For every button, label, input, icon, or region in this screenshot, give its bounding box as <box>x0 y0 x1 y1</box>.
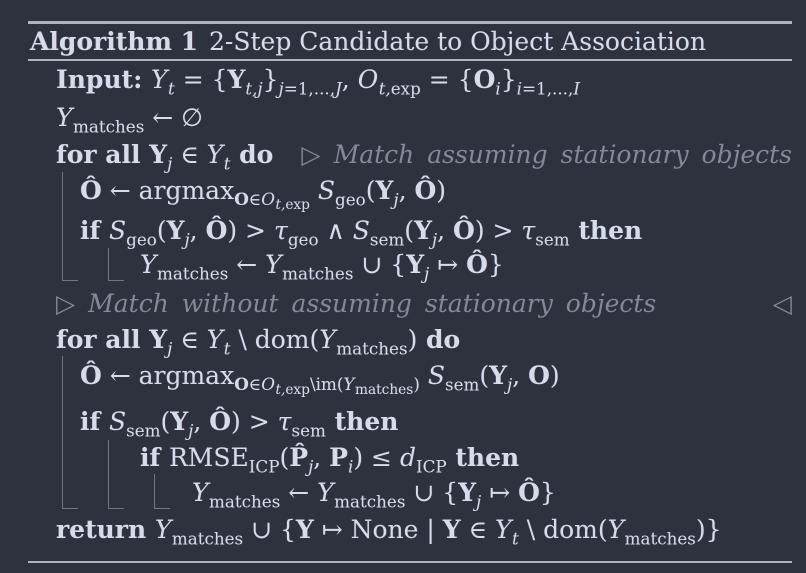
bold-symbol: Y <box>458 478 477 507</box>
math-var: t, <box>275 382 286 399</box>
bottom-rule <box>28 561 792 563</box>
indent-guide <box>108 248 124 281</box>
bold-symbol: Y <box>227 65 246 94</box>
math-text <box>310 176 318 205</box>
math-var: t,j <box>245 78 263 99</box>
math-var: J <box>335 78 342 99</box>
subscript <box>334 491 405 511</box>
math-var: j <box>184 229 190 250</box>
math-text: ( <box>479 361 490 390</box>
math-text: } <box>539 478 556 507</box>
math-text: ∧ <box>318 216 353 245</box>
math-text: geo <box>335 189 366 210</box>
math-text: =1,..., <box>283 78 336 99</box>
math-text: matches <box>73 116 145 137</box>
math-text: ( <box>365 176 376 205</box>
subscript <box>234 374 420 399</box>
subscript <box>245 78 262 98</box>
script-letter: Y <box>206 325 224 354</box>
math-var: t <box>223 338 231 359</box>
subscript <box>512 528 519 548</box>
math-text: ( <box>156 216 167 245</box>
line-content <box>56 66 580 99</box>
math-text: )} <box>695 515 722 544</box>
subscript <box>73 116 144 136</box>
bold-symbol: Y <box>414 216 432 245</box>
keyword: then <box>325 407 399 436</box>
math-text: exp <box>285 382 310 399</box>
math-text: = { <box>420 65 474 94</box>
comment-text: ▷ Match assuming stationary objects <box>301 140 792 169</box>
subscript <box>279 78 342 98</box>
keyword: then <box>446 443 520 472</box>
bold-symbol: Ô <box>518 478 540 507</box>
math-text: ICP <box>415 456 447 477</box>
bold-symbol: O <box>234 374 249 395</box>
math-var: t, <box>378 78 391 99</box>
math-text: \ dom( <box>518 515 608 544</box>
math-var: S <box>427 361 445 390</box>
math-text: ) > <box>474 216 522 245</box>
math-text: sem <box>369 229 405 250</box>
math-text: ∈ <box>172 325 207 354</box>
math-var: j <box>476 491 482 512</box>
math-text: , <box>341 65 358 94</box>
math-var: j <box>278 78 284 99</box>
bold-symbol: Y <box>295 515 314 544</box>
math-text: ↦ <box>481 478 519 507</box>
math-text: geo <box>287 229 319 250</box>
subscript <box>275 197 310 213</box>
math-text: sem <box>126 420 161 441</box>
bold-symbol: Ô <box>80 176 102 205</box>
algo-line-13 <box>56 516 792 549</box>
math-text: , <box>437 216 454 245</box>
math-var: S <box>108 407 127 436</box>
math-text: ) > <box>227 216 274 245</box>
line-content <box>192 479 556 512</box>
math-text: =1,..., <box>522 78 574 99</box>
math-text: ) <box>413 374 420 395</box>
algo-line-1 <box>56 66 792 99</box>
math-var: i <box>347 456 354 477</box>
math-text: ( <box>160 407 171 436</box>
subscript <box>249 456 280 476</box>
math-text: ↦ None | <box>313 515 443 544</box>
line-content <box>56 290 656 319</box>
script-letter: Y <box>265 250 283 279</box>
math-text: sem <box>535 229 570 250</box>
math-var: j <box>167 338 173 359</box>
line-content <box>80 408 398 441</box>
math-text: ← argmax <box>101 176 235 205</box>
bold-symbol: O <box>234 189 249 210</box>
math-var: i <box>516 78 522 99</box>
math-text: , <box>189 216 206 245</box>
line-comment-right <box>773 290 792 319</box>
algo-line-3 <box>56 141 792 174</box>
math-text: ) <box>549 361 560 390</box>
math-text: ∈ <box>172 140 207 169</box>
script-letter: Y <box>140 250 158 279</box>
bold-symbol: O <box>528 361 550 390</box>
bold-symbol: Ô <box>466 250 488 279</box>
math-var: i <box>495 78 501 99</box>
algo-line-4 <box>80 177 792 214</box>
subscript <box>275 382 310 398</box>
math-text: ICP <box>248 456 280 477</box>
math-text: ↦ <box>429 250 467 279</box>
bold-symbol: P <box>329 443 348 472</box>
subscript <box>355 382 413 398</box>
subscript <box>336 338 407 358</box>
algorithm-header <box>30 27 706 56</box>
math-text: } <box>487 250 504 279</box>
script-letter: Y <box>206 140 224 169</box>
math-var: S <box>352 216 370 245</box>
subscript <box>291 420 325 440</box>
bold-symbol: Ô <box>80 361 102 390</box>
math-text: ) ≤ <box>353 443 400 472</box>
math-text: ∈ <box>460 515 496 544</box>
subscript <box>445 374 479 394</box>
bold-symbol: Ô <box>209 407 232 436</box>
math-text: = { <box>174 65 228 94</box>
subscript <box>209 491 280 511</box>
math-text: matches <box>171 528 244 549</box>
math-text: matches <box>334 491 406 512</box>
subscript <box>234 189 310 214</box>
indent-guide <box>154 474 170 509</box>
script-letter: O <box>357 65 379 94</box>
line-content <box>80 217 642 250</box>
line-content <box>56 104 203 137</box>
bold-symbol: Ô <box>453 216 475 245</box>
math-text: ( <box>404 216 415 245</box>
math-text: ) <box>407 325 418 354</box>
bold-symbol: Ô <box>205 216 228 245</box>
top-rule <box>28 21 792 24</box>
keyword: return <box>56 515 155 544</box>
bold-symbol: Ô <box>414 176 437 205</box>
math-var: τ <box>521 216 536 245</box>
indent-guide <box>62 356 78 509</box>
subscript <box>517 78 580 98</box>
algo-line-2 <box>56 104 792 137</box>
math-var: S <box>317 176 336 205</box>
math-text: matches <box>157 263 229 284</box>
math-text: ← <box>280 478 318 507</box>
script-letter: Y <box>495 515 513 544</box>
indent-guide <box>62 172 78 281</box>
math-text: , <box>398 176 415 205</box>
math-text: ( <box>279 443 290 472</box>
math-text: matches <box>354 382 414 399</box>
subscript <box>416 456 447 476</box>
keyword: if <box>140 443 169 472</box>
math-var: j <box>188 420 194 441</box>
math-text: matches <box>282 263 354 284</box>
math-text: RMSE <box>168 443 249 472</box>
math-var: S <box>108 216 127 245</box>
math-text: sem <box>291 420 326 441</box>
math-var: j <box>308 456 314 477</box>
math-var: τ <box>273 216 288 245</box>
keyword: do <box>230 140 274 169</box>
subscript <box>126 229 157 249</box>
math-text: ∪ { <box>243 515 296 544</box>
subscript <box>172 528 243 548</box>
bold-symbol: Y <box>149 325 168 354</box>
algorithm-label: Algorithm 1 <box>30 27 198 56</box>
subscript <box>288 229 319 249</box>
math-var: I <box>573 78 580 99</box>
subscript <box>126 420 160 440</box>
keyword: do <box>417 325 461 354</box>
script-letter: O <box>261 374 276 395</box>
math-text: matches <box>209 491 281 512</box>
math-text: ∈ <box>248 189 262 210</box>
bold-symbol: Y <box>375 176 394 205</box>
math-var: j <box>431 229 438 250</box>
math-text: } <box>500 65 517 94</box>
math-var: t <box>223 153 231 174</box>
math-var: t <box>512 528 519 549</box>
comment-text: ◁ <box>772 289 792 318</box>
subscript <box>370 229 404 249</box>
math-text: , <box>512 361 529 390</box>
math-text: exp <box>390 78 421 99</box>
subscript <box>168 78 175 98</box>
keyword: for all <box>56 325 150 354</box>
math-var: j <box>507 374 513 395</box>
subscript <box>157 263 228 283</box>
math-text: ← ∅ <box>144 103 203 132</box>
bold-symbol: Y <box>489 361 507 390</box>
bold-symbol: Y <box>170 407 189 436</box>
subscript <box>379 78 421 98</box>
script-letter: Y <box>319 325 337 354</box>
algo-line-11 <box>140 444 792 477</box>
line-content <box>140 444 519 477</box>
script-letter: O <box>261 189 276 210</box>
algo-line-10 <box>80 408 792 441</box>
bold-symbol: P̂ <box>289 443 309 472</box>
line-content <box>56 326 460 359</box>
script-letter: Y <box>343 374 355 395</box>
algo-line-5 <box>80 217 792 250</box>
keyword: Input: <box>56 65 152 94</box>
algo-line-8 <box>56 326 792 359</box>
math-var: j <box>424 263 430 284</box>
math-text: ∪ { <box>353 250 407 279</box>
math-text: ) <box>436 176 447 205</box>
math-var: t <box>168 78 175 99</box>
math-text: ) > <box>231 407 278 436</box>
math-text: ∪ { <box>405 478 459 507</box>
line-content <box>80 177 446 214</box>
subscript <box>335 189 366 209</box>
math-var: d <box>399 443 416 472</box>
script-letter: Y <box>154 515 172 544</box>
algo-line-12 <box>192 479 792 512</box>
subscript <box>625 528 696 548</box>
algo-line-6 <box>140 251 792 284</box>
keyword: for all <box>56 140 150 169</box>
script-letter: Y <box>192 478 210 507</box>
header-rule <box>28 59 792 61</box>
bold-symbol: Y <box>406 250 425 279</box>
algo-line-9 <box>80 362 792 399</box>
keyword: if <box>80 216 109 245</box>
algo-line-7 <box>56 290 792 319</box>
subscript <box>535 229 569 249</box>
math-text: , <box>313 443 330 472</box>
math-text: , <box>193 407 210 436</box>
math-text: ← argmax <box>101 361 235 390</box>
keyword: then <box>569 216 643 245</box>
bold-symbol: Y <box>149 140 168 169</box>
math-text: } <box>262 65 279 94</box>
line-comment-right <box>301 141 792 170</box>
line-content <box>140 251 504 284</box>
keyword: if <box>80 407 109 436</box>
math-var: t, <box>275 197 286 214</box>
subscript <box>282 263 353 283</box>
math-text: ← <box>228 250 266 279</box>
line-content <box>56 516 722 549</box>
math-text <box>420 361 428 390</box>
bold-symbol: Y <box>166 216 185 245</box>
algorithm-title: 2-Step Candidate to Object Association <box>209 27 707 56</box>
math-text: geo <box>126 229 157 250</box>
comment-text: ▷ Match without assuming stationary objects <box>56 289 657 318</box>
math-var: τ <box>277 407 292 436</box>
script-letter: Y <box>56 103 74 132</box>
script-letter: Y <box>151 65 169 94</box>
math-text: exp <box>285 197 310 214</box>
bold-symbol: Y <box>442 515 461 544</box>
math-text: \im( <box>309 374 344 395</box>
script-letter: Y <box>607 515 625 544</box>
line-content <box>80 362 560 399</box>
math-text: matches <box>624 528 696 549</box>
indent-guide <box>108 440 124 509</box>
math-text: matches <box>336 338 408 359</box>
math-text: \ dom( <box>230 325 320 354</box>
bold-symbol: O <box>473 65 496 94</box>
script-letter: Y <box>317 478 335 507</box>
math-text: ∈ <box>248 374 262 395</box>
math-var: j <box>393 189 399 210</box>
math-var: j <box>167 153 173 174</box>
math-text: sem <box>444 374 480 395</box>
line-content <box>56 141 273 174</box>
